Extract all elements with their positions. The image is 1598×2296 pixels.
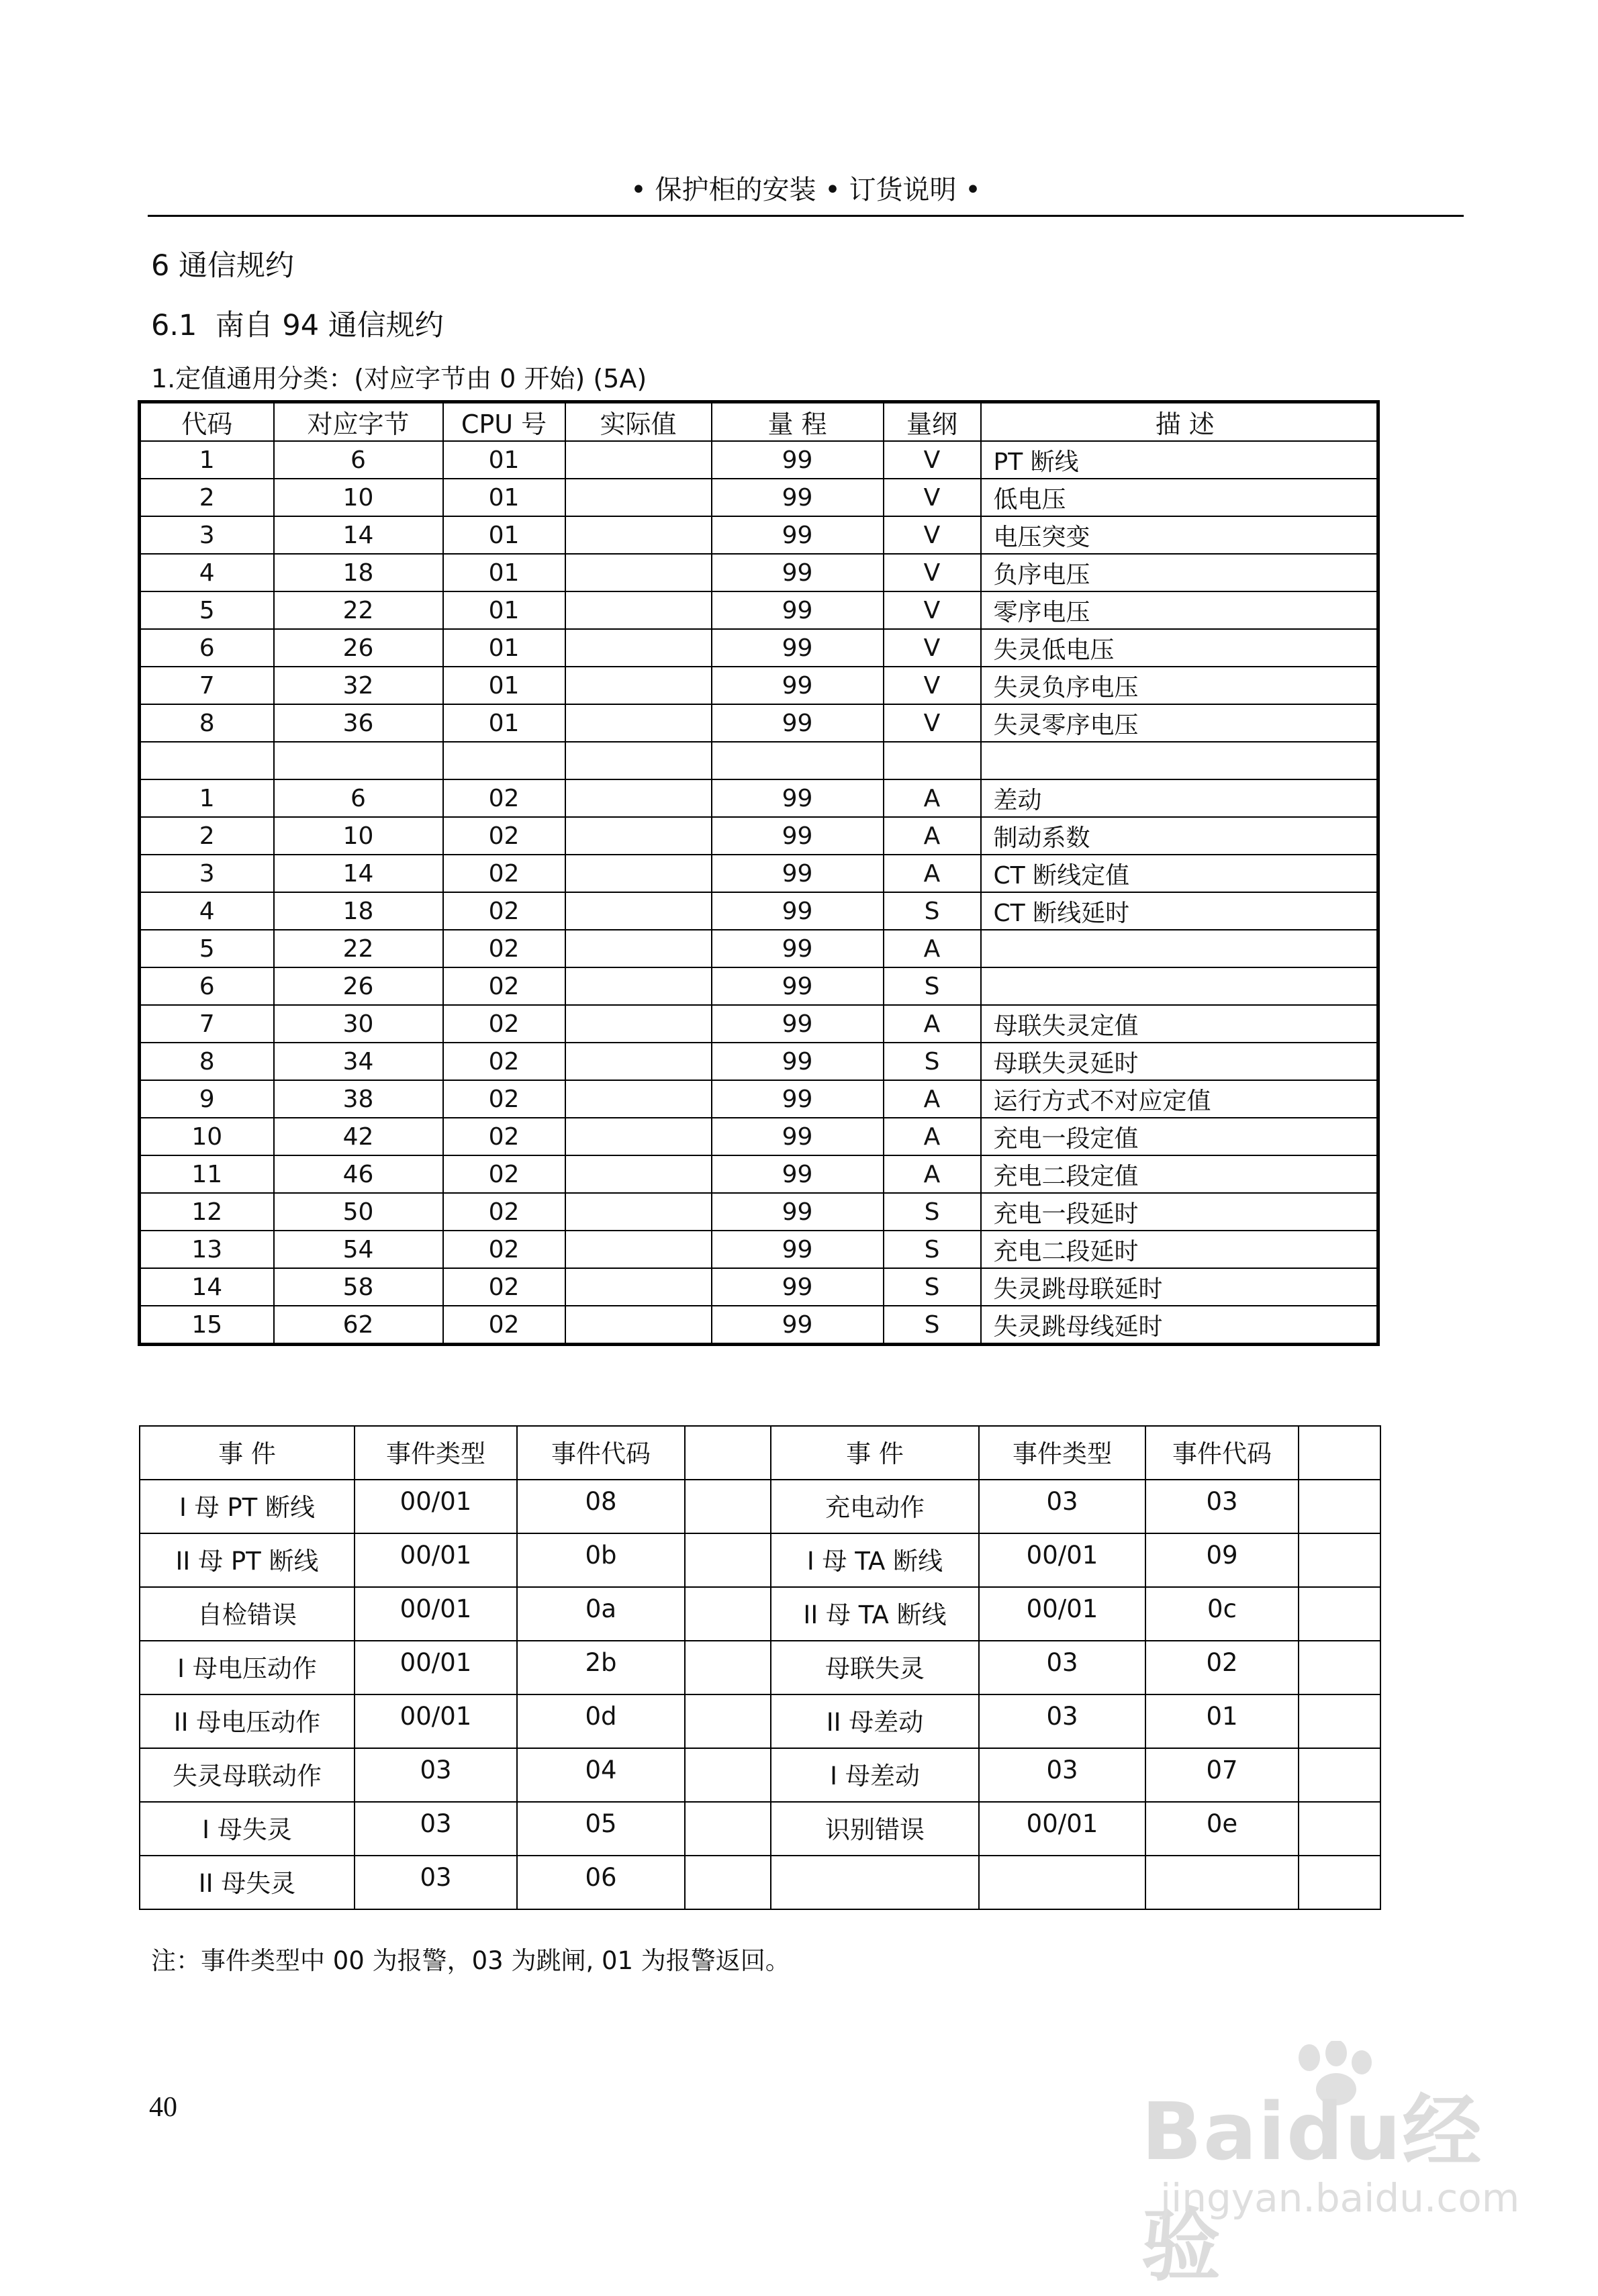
events-cell bbox=[771, 1856, 979, 1909]
settings-cell: 54 bbox=[274, 1231, 443, 1268]
events-cell: 0b bbox=[517, 1533, 685, 1587]
settings-cell: 99 bbox=[712, 817, 884, 855]
settings-row bbox=[140, 1005, 1378, 1043]
settings-cell: V bbox=[884, 667, 981, 704]
settings-row bbox=[140, 855, 1378, 892]
settings-row bbox=[140, 1080, 1378, 1118]
events-cell: 2b bbox=[517, 1641, 685, 1694]
settings-cell: 42 bbox=[274, 1118, 443, 1155]
events-cell: 00/01 bbox=[979, 1533, 1145, 1587]
events-cell: 08 bbox=[517, 1480, 685, 1533]
settings-cell: 6 bbox=[274, 779, 443, 817]
settings-cell bbox=[565, 1155, 712, 1193]
events-cell: 母联失灵 bbox=[771, 1641, 979, 1694]
settings-cell: 4 bbox=[140, 892, 274, 930]
events-cell: 0c bbox=[1145, 1587, 1299, 1641]
settings-header-cell: 对应字节 bbox=[274, 402, 443, 442]
events-cell: I 母 TA 断线 bbox=[771, 1533, 979, 1587]
settings-row bbox=[140, 930, 1378, 967]
settings-cell: A bbox=[884, 1118, 981, 1155]
settings-cell: PT 断线 bbox=[981, 441, 1378, 479]
settings-row bbox=[140, 704, 1378, 742]
settings-row bbox=[140, 1268, 1378, 1306]
settings-cell bbox=[565, 516, 712, 554]
settings-cell: 99 bbox=[712, 1043, 884, 1080]
settings-cell: 99 bbox=[712, 554, 884, 591]
settings-cell: 99 bbox=[712, 516, 884, 554]
events-cell: 自检错误 bbox=[140, 1587, 355, 1641]
settings-row bbox=[140, 516, 1378, 554]
settings-cell bbox=[565, 479, 712, 516]
settings-cell: 99 bbox=[712, 479, 884, 516]
settings-cell: S bbox=[884, 1231, 981, 1268]
events-cell: I 母 PT 断线 bbox=[140, 1480, 355, 1533]
events-cell bbox=[685, 1856, 771, 1909]
events-row bbox=[140, 1748, 1380, 1802]
settings-header-cell: 实际值 bbox=[565, 402, 712, 442]
settings-cell: S bbox=[884, 1306, 981, 1345]
settings-row bbox=[140, 1231, 1378, 1268]
settings-cell: 02 bbox=[443, 855, 565, 892]
settings-cell bbox=[565, 1043, 712, 1080]
events-cell: I 母电压动作 bbox=[140, 1641, 355, 1694]
events-cell: II 母 PT 断线 bbox=[140, 1533, 355, 1587]
events-note: 注：事件类型中 00 为报警，03 为跳闸, 01 为报警返回。 bbox=[151, 1946, 790, 1975]
settings-header-cell: CPU 号 bbox=[443, 402, 565, 442]
settings-cell bbox=[712, 742, 884, 779]
settings-cell: 18 bbox=[274, 892, 443, 930]
events-header-cell: 事件代码 bbox=[517, 1426, 685, 1480]
settings-row bbox=[140, 817, 1378, 855]
settings-cell bbox=[565, 930, 712, 967]
settings-cell: 99 bbox=[712, 704, 884, 742]
settings-row bbox=[140, 667, 1378, 704]
settings-cell: 02 bbox=[443, 1118, 565, 1155]
settings-cell bbox=[565, 779, 712, 817]
settings-cell bbox=[565, 1231, 712, 1268]
settings-cell: V bbox=[884, 591, 981, 629]
settings-cell: 制动系数 bbox=[981, 817, 1378, 855]
events-cell: 充电动作 bbox=[771, 1480, 979, 1533]
settings-row bbox=[140, 1306, 1378, 1345]
events-cell: 00/01 bbox=[355, 1694, 517, 1748]
settings-cell: 01 bbox=[443, 667, 565, 704]
settings-row bbox=[140, 967, 1378, 1005]
settings-cell: 18 bbox=[274, 554, 443, 591]
events-cell bbox=[685, 1802, 771, 1856]
events-header-cell bbox=[685, 1426, 771, 1480]
settings-cell: 01 bbox=[443, 441, 565, 479]
events-cell: I 母差动 bbox=[771, 1748, 979, 1802]
settings-cell: 11 bbox=[140, 1155, 274, 1193]
events-cell bbox=[1299, 1802, 1380, 1856]
settings-cell: S bbox=[884, 967, 981, 1005]
events-row bbox=[140, 1587, 1380, 1641]
events-cell: 00/01 bbox=[979, 1587, 1145, 1641]
page-header: • 保护柜的安装 • 订货说明 • bbox=[630, 175, 981, 205]
settings-cell: 99 bbox=[712, 1193, 884, 1231]
settings-row bbox=[140, 742, 1378, 779]
events-cell bbox=[685, 1748, 771, 1802]
events-row bbox=[140, 1480, 1380, 1533]
settings-cell: 46 bbox=[274, 1155, 443, 1193]
settings-cell: 99 bbox=[712, 1005, 884, 1043]
settings-cell: 5 bbox=[140, 591, 274, 629]
settings-cell: 失灵负序电压 bbox=[981, 667, 1378, 704]
settings-cell: 38 bbox=[274, 1080, 443, 1118]
events-cell: 00/01 bbox=[355, 1641, 517, 1694]
events-cell bbox=[685, 1694, 771, 1748]
settings-row bbox=[140, 441, 1378, 479]
settings-cell: 6 bbox=[274, 441, 443, 479]
settings-cell: CT 断线延时 bbox=[981, 892, 1378, 930]
settings-cell: 3 bbox=[140, 855, 274, 892]
settings-cell: 22 bbox=[274, 930, 443, 967]
settings-cell: A bbox=[884, 779, 981, 817]
settings-cell: 26 bbox=[274, 629, 443, 667]
settings-cell: 02 bbox=[443, 1155, 565, 1193]
settings-cell: 8 bbox=[140, 704, 274, 742]
settings-cell bbox=[565, 1118, 712, 1155]
events-cell: II 母失灵 bbox=[140, 1856, 355, 1909]
settings-cell: 3 bbox=[140, 516, 274, 554]
settings-cell: 02 bbox=[443, 1306, 565, 1345]
settings-cell: 99 bbox=[712, 1268, 884, 1306]
settings-cell: A bbox=[884, 930, 981, 967]
settings-cell: 失灵零序电压 bbox=[981, 704, 1378, 742]
settings-cell: 36 bbox=[274, 704, 443, 742]
section-6-1-title: 6.1 南自 94 通信规约 bbox=[151, 309, 444, 342]
baidu-jingyan-watermark bbox=[1141, 2041, 1544, 2292]
settings-cell: 26 bbox=[274, 967, 443, 1005]
settings-cell: 02 bbox=[443, 1080, 565, 1118]
events-cell: 03 bbox=[979, 1694, 1145, 1748]
settings-table-header bbox=[140, 402, 1378, 442]
settings-cell: 50 bbox=[274, 1193, 443, 1231]
settings-cell: 4 bbox=[140, 554, 274, 591]
settings-cell: 34 bbox=[274, 1043, 443, 1080]
settings-cell: 失灵跳母线延时 bbox=[981, 1306, 1378, 1345]
events-cell: 03 bbox=[355, 1802, 517, 1856]
settings-cell: 13 bbox=[140, 1231, 274, 1268]
events-cell bbox=[1299, 1641, 1380, 1694]
settings-cell: 充电一段定值 bbox=[981, 1118, 1378, 1155]
settings-cell: 1 bbox=[140, 779, 274, 817]
settings-cell: V bbox=[884, 554, 981, 591]
settings-cell: 电压突变 bbox=[981, 516, 1378, 554]
settings-cell bbox=[565, 1268, 712, 1306]
settings-cell: 01 bbox=[443, 591, 565, 629]
events-row bbox=[140, 1533, 1380, 1587]
settings-row bbox=[140, 629, 1378, 667]
settings-cell bbox=[565, 855, 712, 892]
settings-cell: A bbox=[884, 1155, 981, 1193]
settings-header-cell: 代码 bbox=[140, 402, 274, 442]
header-divider bbox=[148, 215, 1464, 217]
events-cell bbox=[1145, 1856, 1299, 1909]
watermark-url: jingyan.baidu.com bbox=[1160, 2175, 1520, 2221]
events-cell bbox=[1299, 1533, 1380, 1587]
settings-row bbox=[140, 779, 1378, 817]
events-table bbox=[139, 1425, 1381, 1910]
settings-header-cell: 量纲 bbox=[884, 402, 981, 442]
settings-cell: 7 bbox=[140, 1005, 274, 1043]
events-cell: 03 bbox=[1145, 1480, 1299, 1533]
watermark-brand: Baidu经验 bbox=[1141, 2085, 1483, 2292]
settings-cell: 32 bbox=[274, 667, 443, 704]
settings-cell bbox=[565, 742, 712, 779]
settings-cell: 99 bbox=[712, 629, 884, 667]
settings-cell: A bbox=[884, 817, 981, 855]
events-table-header bbox=[140, 1426, 1380, 1480]
settings-row bbox=[140, 591, 1378, 629]
settings-cell: 母联失灵延时 bbox=[981, 1043, 1378, 1080]
settings-cell bbox=[565, 591, 712, 629]
events-cell: II 母电压动作 bbox=[140, 1694, 355, 1748]
events-cell: 00/01 bbox=[355, 1533, 517, 1587]
settings-cell: 02 bbox=[443, 1268, 565, 1306]
settings-row bbox=[140, 892, 1378, 930]
settings-cell: A bbox=[884, 855, 981, 892]
events-cell: II 母差动 bbox=[771, 1694, 979, 1748]
events-cell: 05 bbox=[517, 1802, 685, 1856]
settings-cell: V bbox=[884, 629, 981, 667]
events-cell: 01 bbox=[1145, 1694, 1299, 1748]
events-row bbox=[140, 1856, 1380, 1909]
settings-cell: 02 bbox=[443, 967, 565, 1005]
settings-cell: 99 bbox=[712, 892, 884, 930]
settings-cell bbox=[565, 1080, 712, 1118]
settings-cell: 失灵跳母联延时 bbox=[981, 1268, 1378, 1306]
settings-cell: 30 bbox=[274, 1005, 443, 1043]
settings-table bbox=[138, 400, 1380, 1346]
settings-cell: 母联失灵定值 bbox=[981, 1005, 1378, 1043]
settings-cell: 充电二段延时 bbox=[981, 1231, 1378, 1268]
settings-row bbox=[140, 1155, 1378, 1193]
settings-row bbox=[140, 1043, 1378, 1080]
events-cell bbox=[1299, 1587, 1380, 1641]
events-cell bbox=[1299, 1480, 1380, 1533]
settings-cell: 充电一段延时 bbox=[981, 1193, 1378, 1231]
events-cell: 03 bbox=[355, 1856, 517, 1909]
settings-cell: 01 bbox=[443, 704, 565, 742]
settings-cell bbox=[565, 1005, 712, 1043]
settings-cell: 99 bbox=[712, 441, 884, 479]
settings-cell: 01 bbox=[443, 554, 565, 591]
events-header-cell: 事件类型 bbox=[355, 1426, 517, 1480]
settings-cell: 12 bbox=[140, 1193, 274, 1231]
events-cell: 06 bbox=[517, 1856, 685, 1909]
settings-cell bbox=[443, 742, 565, 779]
settings-row bbox=[140, 554, 1378, 591]
settings-header-cell: 描 述 bbox=[981, 402, 1378, 442]
events-cell: 0e bbox=[1145, 1802, 1299, 1856]
settings-cell: V bbox=[884, 704, 981, 742]
settings-cell: 02 bbox=[443, 1231, 565, 1268]
events-cell bbox=[685, 1641, 771, 1694]
settings-cell: 99 bbox=[712, 1080, 884, 1118]
events-cell: 识别错误 bbox=[771, 1802, 979, 1856]
settings-cell: 02 bbox=[443, 817, 565, 855]
settings-cell bbox=[884, 742, 981, 779]
settings-cell: 99 bbox=[712, 1231, 884, 1268]
events-cell bbox=[1299, 1856, 1380, 1909]
settings-cell: 14 bbox=[274, 516, 443, 554]
settings-cell: 15 bbox=[140, 1306, 274, 1345]
settings-cell: 02 bbox=[443, 930, 565, 967]
settings-cell: 02 bbox=[443, 1005, 565, 1043]
events-cell: 03 bbox=[979, 1480, 1145, 1533]
settings-cell: 负序电压 bbox=[981, 554, 1378, 591]
page-number: 40 bbox=[149, 2092, 177, 2123]
settings-cell: 失灵低电压 bbox=[981, 629, 1378, 667]
settings-cell bbox=[981, 742, 1378, 779]
events-cell: 00/01 bbox=[979, 1802, 1145, 1856]
events-cell: 0a bbox=[517, 1587, 685, 1641]
settings-cell: 99 bbox=[712, 591, 884, 629]
settings-cell: 10 bbox=[274, 479, 443, 516]
settings-cell bbox=[565, 1193, 712, 1231]
settings-cell: 01 bbox=[443, 479, 565, 516]
settings-cell bbox=[981, 930, 1378, 967]
settings-cell bbox=[565, 554, 712, 591]
settings-row bbox=[140, 1118, 1378, 1155]
settings-cell: 10 bbox=[140, 1118, 274, 1155]
settings-cell: CT 断线定值 bbox=[981, 855, 1378, 892]
events-cell bbox=[1299, 1694, 1380, 1748]
settings-cell: 02 bbox=[443, 779, 565, 817]
settings-cell: 2 bbox=[140, 479, 274, 516]
events-cell: II 母 TA 断线 bbox=[771, 1587, 979, 1641]
events-cell: 失灵母联动作 bbox=[140, 1748, 355, 1802]
settings-cell: 99 bbox=[712, 779, 884, 817]
settings-cell: 充电二段定值 bbox=[981, 1155, 1378, 1193]
events-row bbox=[140, 1802, 1380, 1856]
settings-cell bbox=[565, 667, 712, 704]
settings-cell: 8 bbox=[140, 1043, 274, 1080]
events-cell bbox=[685, 1587, 771, 1641]
settings-cell: 02 bbox=[443, 1043, 565, 1080]
settings-cell: 7 bbox=[140, 667, 274, 704]
settings-cell: 99 bbox=[712, 855, 884, 892]
events-cell: I 母失灵 bbox=[140, 1802, 355, 1856]
settings-cell: V bbox=[884, 441, 981, 479]
events-cell bbox=[685, 1533, 771, 1587]
settings-cell bbox=[565, 704, 712, 742]
settings-cell: V bbox=[884, 479, 981, 516]
settings-cell bbox=[565, 817, 712, 855]
settings-cell: A bbox=[884, 1080, 981, 1118]
settings-cell: 62 bbox=[274, 1306, 443, 1345]
settings-cell: 2 bbox=[140, 817, 274, 855]
settings-cell bbox=[981, 967, 1378, 1005]
section-6-title: 6 通信规约 bbox=[151, 249, 295, 283]
settings-row bbox=[140, 479, 1378, 516]
settings-cell bbox=[565, 629, 712, 667]
subsection-1-title: 1.定值通用分类：(对应字节由 0 开始) (5A) bbox=[151, 364, 647, 393]
settings-cell: 14 bbox=[140, 1268, 274, 1306]
events-row bbox=[140, 1641, 1380, 1694]
settings-row bbox=[140, 1193, 1378, 1231]
settings-cell: 6 bbox=[140, 967, 274, 1005]
settings-cell: V bbox=[884, 516, 981, 554]
settings-cell: 零序电压 bbox=[981, 591, 1378, 629]
events-header-cell bbox=[1299, 1426, 1380, 1480]
settings-cell: 22 bbox=[274, 591, 443, 629]
events-header-cell: 事件代码 bbox=[1145, 1426, 1299, 1480]
settings-cell: 6 bbox=[140, 629, 274, 667]
settings-cell: 58 bbox=[274, 1268, 443, 1306]
settings-cell: 01 bbox=[443, 629, 565, 667]
events-cell: 09 bbox=[1145, 1533, 1299, 1587]
settings-cell: 低电压 bbox=[981, 479, 1378, 516]
settings-cell: S bbox=[884, 1193, 981, 1231]
settings-cell: S bbox=[884, 1043, 981, 1080]
settings-cell: S bbox=[884, 1268, 981, 1306]
events-row bbox=[140, 1694, 1380, 1748]
events-cell: 04 bbox=[517, 1748, 685, 1802]
events-cell bbox=[685, 1480, 771, 1533]
settings-cell: 99 bbox=[712, 1118, 884, 1155]
settings-cell bbox=[140, 742, 274, 779]
events-cell: 02 bbox=[1145, 1641, 1299, 1694]
events-cell: 00/01 bbox=[355, 1587, 517, 1641]
settings-cell: 99 bbox=[712, 930, 884, 967]
settings-cell bbox=[565, 892, 712, 930]
settings-cell bbox=[565, 441, 712, 479]
events-cell: 00/01 bbox=[355, 1480, 517, 1533]
events-cell bbox=[1299, 1748, 1380, 1802]
settings-cell: S bbox=[884, 892, 981, 930]
events-cell: 03 bbox=[355, 1748, 517, 1802]
settings-cell: A bbox=[884, 1005, 981, 1043]
settings-cell: 99 bbox=[712, 967, 884, 1005]
settings-cell: 5 bbox=[140, 930, 274, 967]
settings-cell bbox=[565, 967, 712, 1005]
settings-cell: 差动 bbox=[981, 779, 1378, 817]
events-cell: 03 bbox=[979, 1748, 1145, 1802]
settings-cell: 10 bbox=[274, 817, 443, 855]
settings-cell: 运行方式不对应定值 bbox=[981, 1080, 1378, 1118]
events-cell: 0d bbox=[517, 1694, 685, 1748]
settings-cell bbox=[274, 742, 443, 779]
settings-header-cell: 量 程 bbox=[712, 402, 884, 442]
settings-cell: 02 bbox=[443, 892, 565, 930]
settings-cell: 99 bbox=[712, 1306, 884, 1345]
events-header-cell: 事 件 bbox=[771, 1426, 979, 1480]
settings-cell: 99 bbox=[712, 667, 884, 704]
events-header-cell: 事 件 bbox=[140, 1426, 355, 1480]
settings-cell: 99 bbox=[712, 1155, 884, 1193]
events-header-cell: 事件类型 bbox=[979, 1426, 1145, 1480]
events-cell bbox=[979, 1856, 1145, 1909]
settings-cell: 14 bbox=[274, 855, 443, 892]
settings-cell: 1 bbox=[140, 441, 274, 479]
settings-cell: 9 bbox=[140, 1080, 274, 1118]
settings-cell bbox=[565, 1306, 712, 1345]
settings-cell: 02 bbox=[443, 1193, 565, 1231]
settings-cell: 01 bbox=[443, 516, 565, 554]
events-cell: 07 bbox=[1145, 1748, 1299, 1802]
events-cell: 03 bbox=[979, 1641, 1145, 1694]
